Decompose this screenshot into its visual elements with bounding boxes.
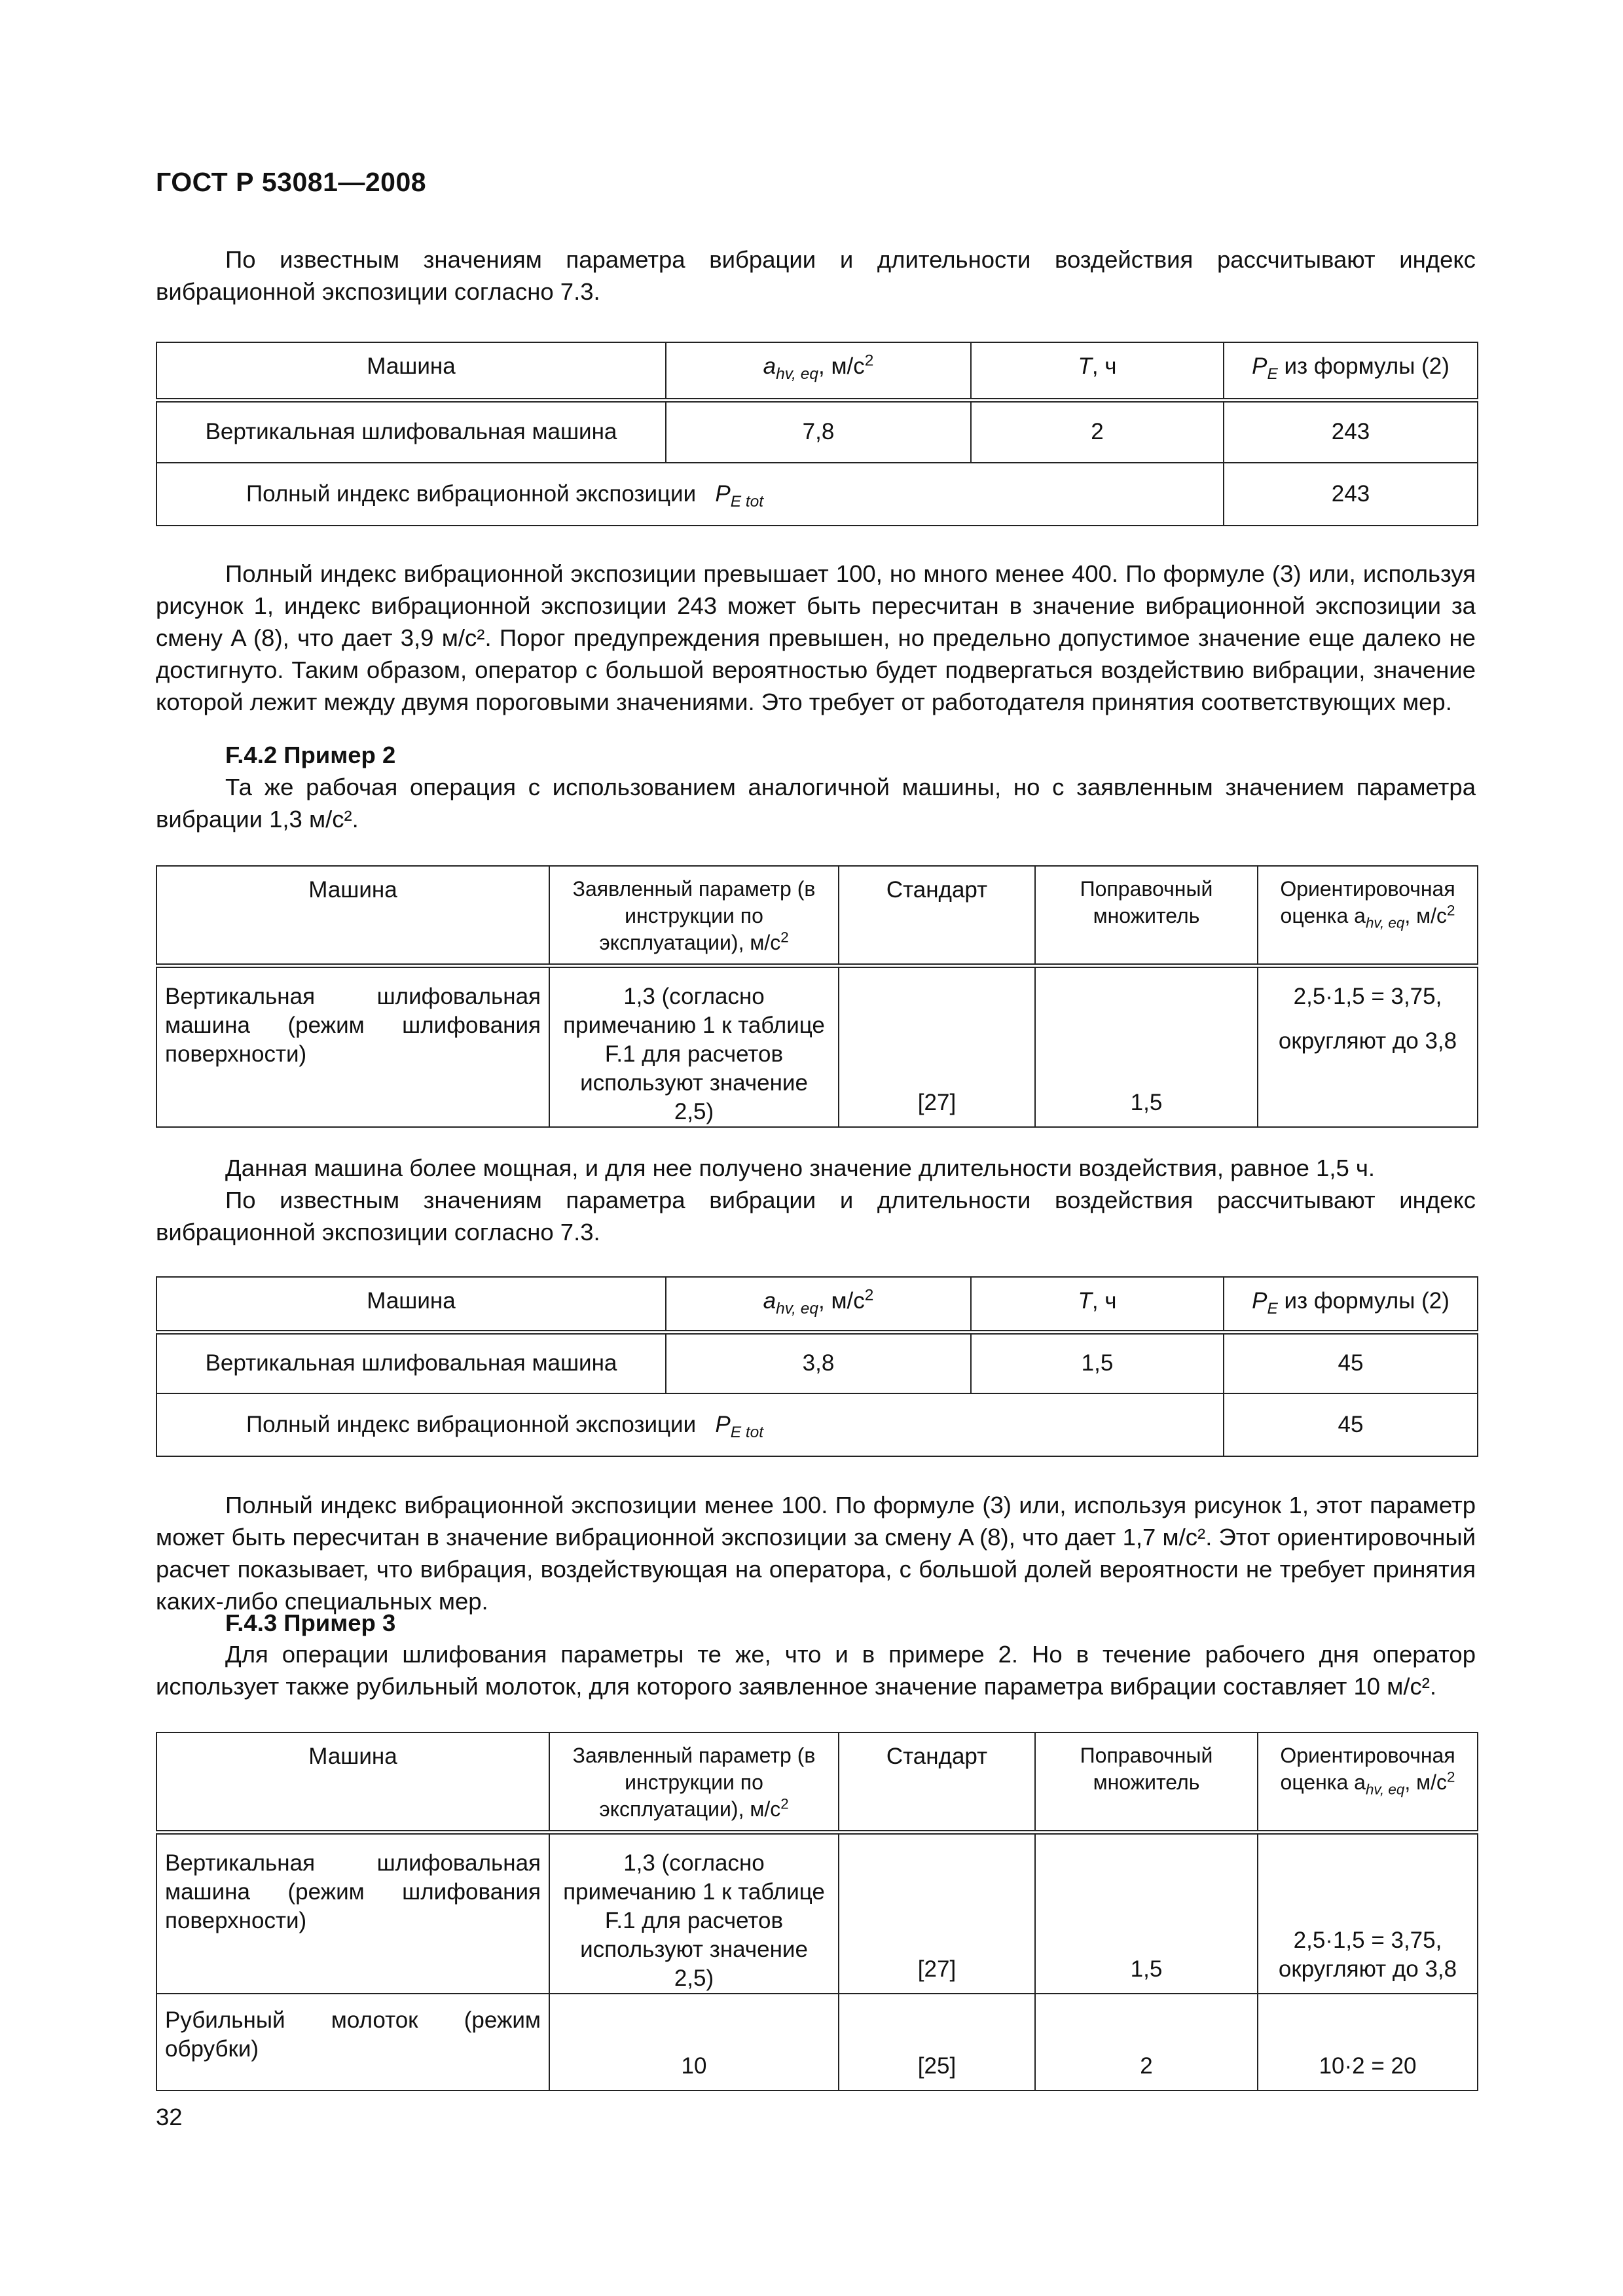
col-header-machine: Машина [156, 342, 666, 400]
cell-declared: 1,3 (согласно примечанию 1 к таблице F.1 для расчетов используют значение 2,5) [549, 965, 839, 1127]
document-header: ГОСТ Р 53081—2008 [156, 167, 427, 197]
estimate-line-2: округляют до 3,8 [1278, 1028, 1457, 1054]
col-header-standard: Стандарт [839, 1732, 1035, 1832]
cell-standard: [27] [839, 1832, 1035, 1994]
paragraph-result-2 [156, 1489, 1476, 1617]
col-header-ahv: $a_{hv, eq}$, $м/с^2$ [666, 342, 971, 400]
page-number: 32 [156, 2104, 183, 2130]
subsection-title: F.4.3 Пример 3 [225, 1609, 396, 1636]
exposure-table-3 [156, 1276, 1478, 1457]
table-row [156, 965, 1478, 1127]
col-header-factor: Поправочный множитель [1035, 866, 1258, 965]
cell-declared: 1,3 (согласно примечанию 1 к таблице F.1 для расчетов используют значение 2,5) [549, 1832, 839, 1994]
cell-factor: 2 [1035, 1994, 1258, 2090]
cell-factor: 1,5 [1035, 1832, 1258, 1994]
cell-machine: Вертикальная шлифовальная машина [156, 400, 666, 463]
cell-duration: 1,5 [971, 1332, 1224, 1393]
exposure-table-1 [156, 342, 1478, 526]
paragraph-text: Для операции шлифования параметры те же, что и в примере 2. Но в течение рабочего дня оператор использует также рубильный молоток, для которого заявленное значение параметра вибрации составляет 10 м/с². [156, 1641, 1476, 1700]
estimate-line-1: 2,5·1,5 = 3,75, [1293, 983, 1442, 1009]
subsection-heading-example-2 [156, 739, 1476, 771]
table-header-row [156, 342, 1478, 400]
cell-standard: [25] [839, 1994, 1035, 2090]
table-row [156, 1994, 1478, 2090]
cell-total-value: 243 [1224, 463, 1478, 526]
cell-machine: Рубильный молоток (режим обрубки) [156, 1994, 549, 2090]
cell-machine: Вертикальная шлифовальная машина [156, 1332, 666, 1393]
cell-estimate [1258, 1832, 1478, 1994]
col-header-machine: Машина [156, 1732, 549, 1832]
col-header-pe: $P_E$ из формулы (2) [1224, 1277, 1478, 1332]
estimate-line-1: 2,5·1,5 = 3,75, [1293, 1927, 1442, 1953]
paragraph-text: По известным значениям параметра вибрации и длительности воздействия рассчитывают индекс вибрационной экспозиции согласно 7.3. [156, 246, 1476, 305]
table-row [156, 400, 1478, 463]
col-header-machine: Машина [156, 1277, 666, 1332]
paragraph-text: По известным значениям параметра вибрации и длительности воздействия рассчитывают индекс вибрационной экспозиции согласно 7.3. [156, 1187, 1476, 1246]
paragraph-example-2 [156, 771, 1476, 835]
cell-total-value: 45 [1224, 1393, 1478, 1456]
cell-duration: 2 [971, 400, 1224, 463]
cell-ahv: 3,8 [666, 1332, 971, 1393]
paragraph-text: Данная машина более мощная, и для нее получено значение длительности воздействия, равное 1,5 ч. [225, 1155, 1376, 1181]
table-header-row [156, 1732, 1478, 1832]
paragraph-text: Та же рабочая операция с использованием аналогичной машины, но с заявленным значением параметра вибрации 1,3 м/с². [156, 774, 1476, 833]
table-total-row [156, 463, 1478, 526]
paragraph-calc [156, 1184, 1476, 1248]
cell-factor: 1,5 [1035, 965, 1258, 1127]
paragraph-intro [156, 243, 1476, 308]
col-header-estimate: Ориентировочная оценка $a_{hv, eq}$, $м/с^2$ [1258, 866, 1478, 965]
cell-pe: 45 [1224, 1332, 1478, 1393]
cell-estimate [1258, 965, 1478, 1127]
cell-standard: [27] [839, 965, 1035, 1127]
paragraph-text: Полный индекс вибрационной экспозиции менее 100. По формуле (3) или, используя рисунок 1, этот параметр может быть пересчитан в значение вибрационной экспозиции за смену A (8), что дает 1,7 м/с². Этот ориентировочный расчет показывает, что вибрация, воздействующая на оператора, с большой долей вероятности не требует принятия каких-либо специальных мер. [156, 1492, 1476, 1615]
table-row [156, 1332, 1478, 1393]
subsection-heading-example-3 [156, 1607, 1476, 1639]
col-header-standard: Стандарт [839, 866, 1035, 965]
cell-pe: 243 [1224, 400, 1478, 463]
estimate-line-2: округляют до 3,8 [1278, 1956, 1457, 1982]
col-header-declared: Заявленный параметр (в инструкции по эксплуатации), $м/с^2$ [549, 1732, 839, 1832]
paragraph-result-1 [156, 558, 1476, 718]
cell-machine: Вертикальная шлифовальная машина (режим шлифования поверхности) [156, 1832, 549, 1994]
paragraph-example-3 [156, 1638, 1476, 1702]
col-header-ahv: $a_{hv, eq}$, $м/с^2$ [666, 1277, 971, 1332]
cell-machine: Вертикальная шлифовальная машина (режим шлифования поверхности) [156, 965, 549, 1127]
cell-ahv: 7,8 [666, 400, 971, 463]
table-header-row [156, 1277, 1478, 1332]
paragraph-duration [156, 1152, 1476, 1184]
col-header-factor: Поправочный множитель [1035, 1732, 1258, 1832]
table-row [156, 1832, 1478, 1994]
col-header-machine: Машина [156, 866, 549, 965]
estimate-table-4 [156, 1732, 1478, 2091]
col-header-estimate: Ориентировочная оценка $a_{hv, eq}$, $м/с^2$ [1258, 1732, 1478, 1832]
cell-estimate: 10·2 = 20 [1258, 1994, 1478, 2090]
table-total-row [156, 1393, 1478, 1456]
col-header-pe: $P_E$ из формулы (2) [1224, 342, 1478, 400]
col-header-duration: T, ч [971, 1277, 1224, 1332]
col-header-duration: T, ч [971, 342, 1224, 400]
estimate-table-2 [156, 865, 1478, 1128]
cell-total-label: Полный индекс вибрационной экспозиции $P_{E tot}$ [156, 1393, 1224, 1456]
cell-declared: 10 [549, 1994, 839, 2090]
paragraph-text: Полный индекс вибрационной экспозиции превышает 100, но много менее 400. По формуле (3) или, используя рисунок 1, индекс вибрационной экспозиции 243 может быть пересчитан в значение вибрационной экспозиции за смену A (8), что дает 3,9 м/с². Порог предупреждения превышен, но предельно допустимое значение еще далеко не достигнуто. Таким образом, оператор с большой вероятностью будет подвергаться воздействию вибрации, значение которой лежит между двумя пороговыми значениями. Это требует от работодателя принятия соответствующих мер. [156, 560, 1476, 715]
col-header-declared: Заявленный параметр (в инструкции по эксплуатации), $м/с^2$ [549, 866, 839, 965]
subsection-title: F.4.2 Пример 2 [225, 742, 396, 768]
cell-total-label: Полный индекс вибрационной экспозиции $P_{E tot}$ [156, 463, 1224, 526]
table-header-row [156, 866, 1478, 965]
